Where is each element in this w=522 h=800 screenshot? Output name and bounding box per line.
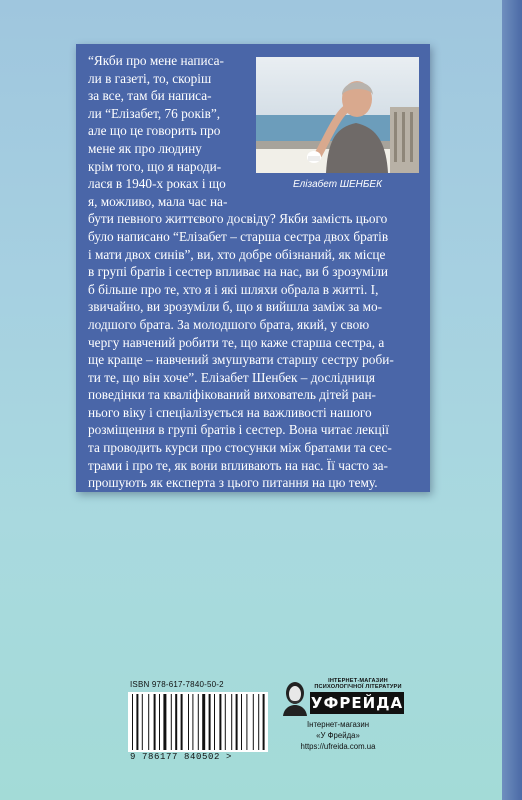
spine-edge (502, 0, 522, 800)
store-name: «У Фрейда» (316, 731, 360, 740)
photo-caption: Елізабет ШЕНБЕК (293, 179, 382, 190)
store-label: Інтернет-магазин (306, 720, 370, 729)
isbn-text: ISBN 978-617-7840-50-2 (130, 680, 224, 689)
store-url[interactable]: https://ufreida.com.ua (300, 742, 376, 751)
blurb-box (76, 44, 430, 492)
publisher-logo (276, 678, 402, 718)
barcode-digits: 9 786177 840502 > (130, 752, 233, 762)
barcode-block (128, 676, 268, 766)
barcode (128, 692, 268, 752)
logo-name: УФРЕЙДА (310, 694, 404, 712)
blurb-text: “Якби про мене написа- ли в газеті, то, скоріш за все, там би написа- ли “Елізабет, 76 років”, але що це говорить про мене як про людину крім того, що я народи- лася в 1940-х роках і що я, можливо, мала час на- бути певного життєвого досвіду? Якби замість цього було написано “Елізабет – старша сестра двох братів і мати двох синів”, ви, хто добре обізнаний, як місце в групі братів і сестер впливає на нас, ви б зрозуміли б більше про те, хто я і які шляхи обрала в житті. І, звичайно, ви зрозуміли б, що я вийшла заміж за мо- лодшого брата. За молодшого брата, який, у свою чергу навчений робити те, що каже старша сестра, а ще краще – навчений змушувати старшу сестру роби- ти те, що він хоче”. Елізабет Шенбек – дослідниця поведінки та кваліфікований вихователь дітей ран- нього віку і спеціалізується на важливості нашого розміщення в групі братів і сестер. Вона читає лекції та проводить курси про стосунки між братами та сес- трами і про те, як вони впливають на нас. Її часто за- прошують як експерта з цього питання на цю тему. (88, 53, 394, 491)
publisher-block (270, 676, 406, 786)
author-photo (256, 57, 419, 173)
logo-tagline: ІНТЕРНЕТ-МАГАЗИН ПСИХОЛОГІЧНОЇ ЛІТЕРАТУРИ (314, 678, 402, 691)
freud-portrait-icon (280, 680, 310, 716)
